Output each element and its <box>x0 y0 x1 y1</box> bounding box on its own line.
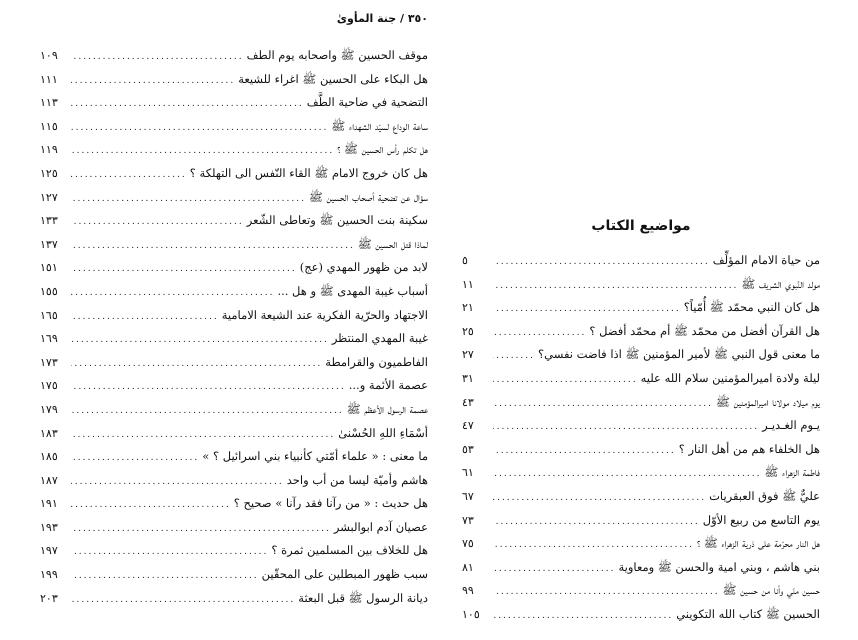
toc-entry <box>40 166 428 190</box>
dot-leader <box>71 571 259 581</box>
toc-entry-page: ١٧٥ <box>40 379 58 393</box>
toc-entry <box>462 277 820 301</box>
toc-entry-page: ١٧٣ <box>40 355 58 369</box>
toc-entry <box>462 253 820 277</box>
toc-entry-title: لماذا قتل الحسين ﷺ <box>357 236 428 251</box>
toc-entry-page: ٢١ <box>462 301 474 315</box>
toc-entry <box>462 489 820 513</box>
toc-entry <box>40 308 428 332</box>
dot-leader <box>71 547 268 557</box>
toc-entry-title: الحسين ﷺ كتاب الله التكويني <box>676 606 820 621</box>
toc-entry-page: ١٥١ <box>40 261 58 275</box>
toc-entry-title: هل النار محرّمة على ذرية الزهراء ﷺ ؟ <box>697 536 820 551</box>
toc-entry-title: يوم التاسع من ربيع الأوّل <box>702 512 820 527</box>
dot-leader <box>493 257 710 267</box>
toc-entry-title: ساعة الوداع لسيّد الشهداء ﷺ <box>331 118 428 133</box>
toc-entry <box>462 418 820 442</box>
toc-entry-title: هل البكاء على الحسين ﷺ اغراء للشيعة <box>238 71 428 86</box>
toc-entry <box>462 607 820 631</box>
dot-leader <box>493 304 681 314</box>
dot-leader <box>493 611 673 621</box>
dot-leader <box>493 446 676 456</box>
toc-entry-page: ٧٣ <box>462 513 474 527</box>
toc-entry-title: من حياة الامام المؤلِّف <box>712 253 820 267</box>
toc-entry <box>462 442 820 466</box>
dot-leader <box>71 312 219 322</box>
toc-entry <box>462 324 820 348</box>
toc-entry-page: ١٩٧ <box>40 544 58 558</box>
toc-entry <box>40 284 428 308</box>
dot-leader <box>71 123 328 133</box>
toc-entry-page: ٩٩ <box>462 584 474 598</box>
dot-leader <box>71 453 199 463</box>
toc-entry-page: ١١٥ <box>40 119 58 133</box>
toc-entry <box>462 536 820 560</box>
toc-entry-title: هل كان خروج الامام ﷺ القاء النّفس الى التهلكة ؟ <box>189 165 428 180</box>
toc-entry-title: الاجتهاد والحرّية الفكرية عند الشيعة الامامية <box>221 307 428 322</box>
toc-entry <box>40 237 428 261</box>
toc-entry-title: هل تكلم رأس الحسين ﷺ ؟ <box>337 142 428 157</box>
toc-left-column <box>40 48 428 614</box>
toc-entry <box>40 496 428 520</box>
toc-entry <box>40 449 428 473</box>
dot-leader <box>493 587 720 597</box>
toc-entry-page: ١٩٩ <box>40 568 58 582</box>
dot-leader <box>493 281 738 291</box>
toc-entry-page: ١٦٩ <box>40 332 58 346</box>
dot-leader <box>71 288 274 298</box>
dot-leader <box>493 375 638 385</box>
toc-entry-title: الفاطميون والقرامطة <box>325 354 428 369</box>
toc-entry <box>462 583 820 607</box>
toc-entry-page: ١٩٣ <box>40 520 58 534</box>
toc-entry <box>462 371 820 395</box>
toc-entry-title: التضحية في ضاحية الطَّف <box>306 95 428 110</box>
dot-leader <box>71 170 187 180</box>
dot-leader <box>71 406 344 416</box>
dot-leader <box>71 241 355 251</box>
dot-leader <box>493 540 694 550</box>
running-header: ٣٥٠ / جنة المأوىٰ <box>336 12 428 25</box>
toc-entry-page: ٢٧ <box>462 348 474 362</box>
toc-entry-title: هاشم وأميّة ليسا من أب واحد <box>286 472 428 487</box>
toc-entry-title: عصمة الرسول الأعظم ﷺ <box>346 401 428 416</box>
toc-entry <box>462 513 820 537</box>
toc-entry-page: ٧٥ <box>462 537 474 551</box>
toc-entry <box>40 355 428 379</box>
toc-entry-title: بني هاشم ، وبني امية والحسن ﷺ ومعاوية <box>618 559 820 574</box>
dot-leader <box>71 477 284 487</box>
dot-leader <box>71 382 346 392</box>
toc-title: مواضيع الكتاب <box>591 218 691 234</box>
toc-entry-title: سبب ظهور المبطلين على المحقّين <box>261 567 428 582</box>
toc-entry-title: ديانة الرسول ﷺ قبل البعثة <box>298 590 428 605</box>
toc-entry-page: ١٠٩ <box>40 49 58 62</box>
toc-entry <box>40 331 428 355</box>
toc-entry-title: حسين منّي وأنا من حسين ﷺ <box>722 583 820 598</box>
toc-entry <box>40 72 428 96</box>
toc-entry <box>40 190 428 214</box>
toc-entry-title: يـوم الغـديـر <box>762 418 820 433</box>
dot-leader <box>71 264 297 274</box>
dot-leader <box>493 399 713 409</box>
toc-entry-title: هل للخلاف بين المسلمين ثمرة ؟ <box>271 543 428 558</box>
dot-leader <box>71 76 235 86</box>
dot-leader <box>71 52 244 62</box>
toc-entry <box>462 560 820 584</box>
dot-leader <box>71 99 304 109</box>
toc-entry <box>40 213 428 237</box>
toc-entry-title: عصيان آدم ابوالبشر <box>333 519 428 534</box>
toc-entry-title: يوم ميلاد مولانا اميرالمؤمنين ﷺ <box>716 394 820 409</box>
toc-entry-page: ٤٣ <box>462 395 474 409</box>
dot-leader <box>71 359 322 369</box>
toc-entry-title: سؤال عن تضحية أصحاب الحسين ﷺ <box>308 189 428 204</box>
dot-leader <box>493 493 706 503</box>
toc-entry-title: هل حديث : « من رآنا فقد رآنا » صحيح ؟ <box>233 496 428 511</box>
toc-entry-page: ١٨٧ <box>40 473 58 487</box>
dot-leader <box>71 146 334 156</box>
toc-entry-page: ١٠٥ <box>462 607 480 621</box>
toc-entry <box>462 300 820 324</box>
dot-leader <box>493 328 586 338</box>
toc-entry <box>40 378 428 402</box>
toc-entry <box>462 395 820 419</box>
toc-entry <box>40 567 428 591</box>
toc-entry-title: سكينة بنت الحسين ﷺ وتعاطى الشّعر <box>246 213 428 228</box>
dot-leader <box>493 469 761 479</box>
toc-entry <box>40 95 428 119</box>
toc-entry-page: ١١٣ <box>40 96 58 110</box>
toc-entry-page: ٢٠٣ <box>40 591 58 605</box>
toc-entry-page: ١٦٥ <box>40 308 58 322</box>
toc-entry-page: ١٧٩ <box>40 402 58 416</box>
toc-entry-title: غيبة المهدي المنتظر <box>331 331 428 346</box>
toc-entry-title: فاطمة الزهراء ﷺ <box>764 465 820 480</box>
dot-leader <box>71 500 231 510</box>
toc-entry-page: ٣١ <box>462 371 474 385</box>
toc-entry <box>40 543 428 567</box>
dot-leader <box>493 422 759 432</box>
toc-entry-page: ١٢٧ <box>40 190 58 204</box>
toc-entry <box>40 473 428 497</box>
dot-leader <box>71 595 295 605</box>
toc-entry <box>40 402 428 426</box>
toc-entry-title: ما معنى : « علماء أمّتي كأنبياء بني اسرائيل ؟ » <box>202 449 428 464</box>
toc-entry-title: هل الخلفاء هم من أهل النار ؟ <box>678 441 820 456</box>
dot-leader <box>493 517 700 527</box>
toc-entry-page: ٤٧ <box>462 419 474 433</box>
toc-entry-title: عصمة الأئمة و... <box>348 378 428 393</box>
toc-entry-page: ٦١ <box>462 466 474 480</box>
dot-leader <box>71 194 306 204</box>
toc-entry <box>40 591 428 615</box>
toc-right-column <box>462 253 820 631</box>
toc-entry-page: ١٣٧ <box>40 237 58 251</box>
toc-entry-title: موقف الحسين ﷺ واصحابه يوم الطف <box>246 48 428 62</box>
toc-entry-title: هل القرآن أفضل من محمّد ﷺ أم محمّد أفضل ؟ <box>589 323 820 338</box>
toc-entry-page: ١٨٣ <box>40 426 58 440</box>
toc-entry-page: ١٩١ <box>40 497 58 511</box>
toc-entry-page: ٦٧ <box>462 489 474 503</box>
toc-entry-page: ١١٩ <box>40 143 58 157</box>
dot-leader <box>493 564 616 574</box>
toc-entry-title: لابد من ظهور المهدي (عج) <box>299 260 428 275</box>
toc-entry-page: ١٨٥ <box>40 450 58 464</box>
toc-entry-page: ١١١ <box>40 72 58 86</box>
toc-entry-title: مولد النَّبوي الشريف ﷺ <box>741 276 820 291</box>
toc-entry-page: ٥ <box>462 254 468 267</box>
toc-entry-page: ٨١ <box>462 560 474 574</box>
toc-entry <box>40 142 428 166</box>
toc-entry-title: هل كان النبي محمّد ﷺ أُمّياً؟ <box>683 300 820 315</box>
dot-leader <box>71 430 335 440</box>
toc-entry <box>462 465 820 489</box>
toc-entry <box>40 520 428 544</box>
dot-leader <box>71 217 244 227</box>
toc-entry-title: ليلة ولادة اميرالمؤمنين سلام الله عليه <box>640 370 820 385</box>
toc-entry-page: ١٢٥ <box>40 166 58 180</box>
toc-entry-page: ١٣٣ <box>40 214 58 228</box>
toc-entry <box>40 426 428 450</box>
toc-entry-title: أسباب غيبة المهدى ﷺ و هل ... <box>277 283 428 298</box>
toc-entry <box>40 48 428 72</box>
toc-entry <box>40 260 428 284</box>
dot-leader <box>71 524 331 534</box>
dot-leader <box>71 335 329 345</box>
toc-entry <box>462 347 820 371</box>
toc-entry-page: ٢٥ <box>462 324 474 338</box>
toc-entry-title: ما معنى قول النبي ﷺ لأمير المؤمنين ﷺ اذا فاضت نفسي؟ <box>538 347 820 362</box>
toc-entry-page: ١١ <box>462 277 474 291</box>
toc-entry-title: عليٌّ ﷺ فوق العبقريات <box>709 488 820 503</box>
dot-leader <box>493 351 535 361</box>
toc-entry-title: أسْمَاءِ اللهِ الحُسْنىٰ <box>338 425 428 440</box>
toc-entry-page: ٥٣ <box>462 442 474 456</box>
toc-entry-page: ١٥٥ <box>40 284 58 298</box>
toc-entry <box>40 119 428 143</box>
